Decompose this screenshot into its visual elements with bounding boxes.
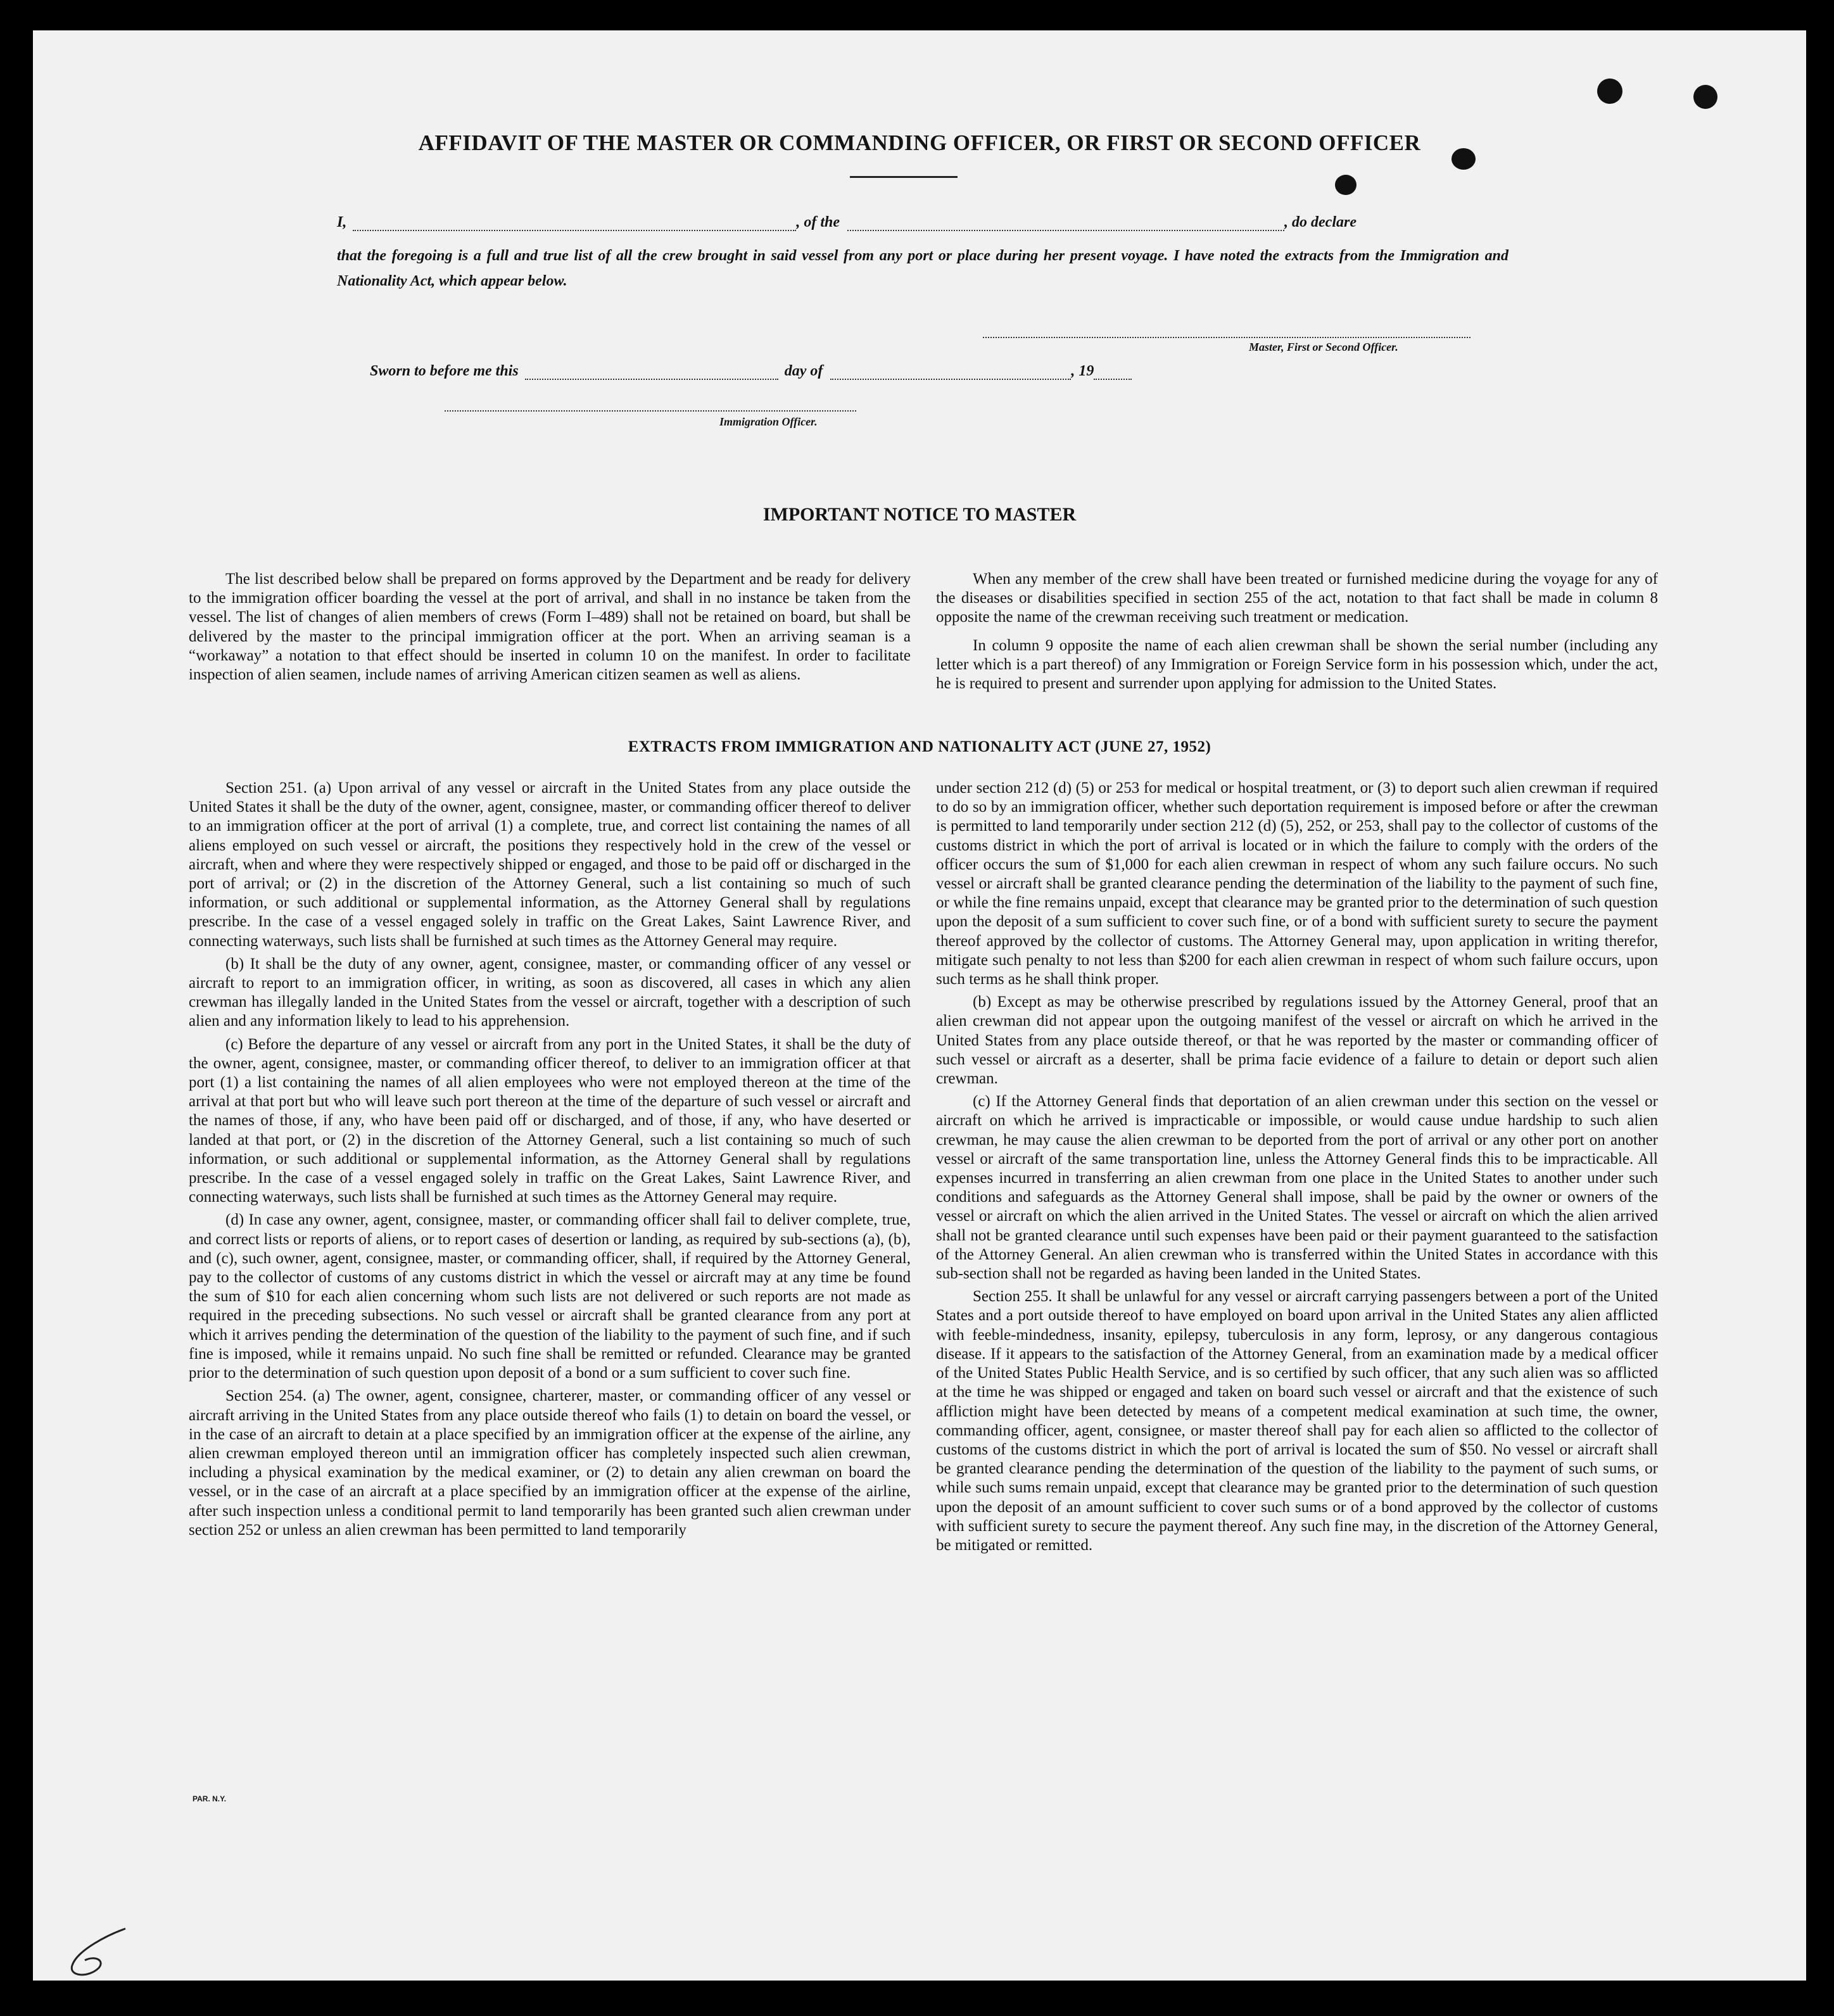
notice-right-column <box>936 570 1658 697</box>
sworn-day-field[interactable] <box>525 366 778 380</box>
section-paragraph: Section 255. It shall be unlawful for any vessel or aircraft carrying passengers between a port of the United States and a port outside thereof to have employed on board upon arrival in the United States any alien afflicted with feeble-mindedness, insanity, epilepsy, tuberculosis in any form, leprosy, or any dangerous contagious disease. If it appears to the satisfaction of the Attorney General, from an examination made by a medical officer of the United States Public Health Service, and is so certified by such officer, that any such alien was so afflicted at the time he was shipped or engaged and taken on board such vessel or aircraft and that the existence of such affliction might have been detected by means of a competent medical examination at such time, the owner, commanding officer, agent, consignee, or master thereof shall pay for each alien so afflicted to the collector of customs of the customs district in which the port of arrival is located the sum of $50. No vessel or aircraft shall be granted clearance pending the determination of the question of the liability to the payment of such sums, or while such sums remain unpaid, except that clearance may be granted prior to the determination of such question upon the deposit of an amount sufficient to cover such sums or of a bond approved by the collector of customs with sufficient surety to secure the payment thereof. Any such fine may, in the discretion of the Attorney General, be mitigated or remitted. <box>936 1288 1658 1554</box>
section-paragraph: (c) Before the departure of any vessel or aircraft from any port in the United States, it shall be the duty of the owner, agent, consignee, master, or commanding officer thereof, to deliver to an immigration officer at that port (1) a list containing the names of all alien employees who were not employed thereon at the time of the arrival at that port but who will leave such port thereon at the time of the departure of such vessel or aircraft and the names of those, if any, who have been paid off or discharged, and of those, if any, who have deserted or landed at that port, or (2) in the discretion of the Attorney General, such a list containing so much of such information, or such additional or supplemental information, as the Attorney General shall by regulations prescribe. In the case of a vessel engaged solely in traffic on the Great Lakes, Saint Lawrence River, and connecting waterways, such lists shall be furnished at such times as the Attorney General may require. <box>189 1035 911 1206</box>
punch-hole-right <box>1693 85 1717 109</box>
punch-hole-left <box>1597 79 1622 104</box>
sworn-year-field[interactable] <box>1094 366 1132 380</box>
title-underline <box>850 176 958 178</box>
year-label: , 19 <box>1071 363 1094 379</box>
extracts-left-column <box>189 779 911 1544</box>
day-of-label: day of <box>784 363 823 379</box>
i-label: I, <box>337 214 347 230</box>
section-paragraph: (b) Except as may be otherwise prescribed by regulations issued by the Attorney General, proof that an alien crewman did not appear upon the outgoing manifest of the vessel or aircraft on which he arrived in the United States from any place outside thereof, or that he was reported by the master or commanding officer of such vessel or aircraft as a deserter, shall be prima facie evidence of a failure to detain or deport such alien crewman. <box>936 993 1658 1088</box>
of-the-label: , of the <box>796 214 840 230</box>
extracts-right-column <box>936 779 1658 1559</box>
name-field[interactable] <box>353 217 796 231</box>
notice-title: IMPORTANT NOTICE TO MASTER <box>762 504 1077 525</box>
vessel-field[interactable] <box>847 217 1284 231</box>
section-paragraph: Section 251. (a) Upon arrival of any vessel or aircraft in the United States from any place outside the United States it shall be the duty of the owner, agent, consignee, master, or commanding officer thereof to deliver to an immigration officer at the port of arrival (1) a complete, true, and correct list containing the names of all aliens employed on such vessel or aircraft, the positions they respectively hold in the crew of the vessel or aircraft, when and where they were respectively shipped or engaged, and those to be paid off or discharged in the port of arrival; or (2) in the discretion of the Attorney General, such a list containing so much of such information, or such additional or supplemental information, as the Attorney General shall by regulations prescribe. In the case of a vessel engaged solely in traffic on the Great Lakes, Saint Lawrence River, and connecting waterways, such lists shall be furnished at such times as the Attorney General may require. <box>189 779 911 950</box>
extracts-title: EXTRACTS FROM IMMIGRATION AND NATIONALITY ACT (JUNE 27, 1952) <box>628 738 1211 755</box>
section-paragraph: under section 212 (d) (5) or 253 for medical or hospital treatment, or (3) to deport such alien crewman if required to do so by an immigration officer, whether such deportation requirement is imposed before or after the crewman is permitted to land temporarily under section 212 (d) (5), 252, or 253, shall pay to the collector of customs of the customs district in which the port of arrival is located or in which the failure to comply with the orders of the officer occurs the sum of $1,000 for each alien crewman in respect of whom any such failure occurs. No such vessel or aircraft shall be granted clearance pending the determination of the liability to the payment of such fine, or while the fine remains unpaid, except that clearance may be granted prior to the determination of such question upon the deposit of a sum sufficient to cover such fine, or of a bond with sufficient surety to secure the payment thereof approved by the collector of customs. The Attorney General may, upon application in writing therefor, mitigate such penalty to not less than $200 for each alien crewman in respect of whom such failure occurs, upon such terms as he shall think proper. <box>936 779 1658 988</box>
ink-blot-small <box>1335 175 1357 195</box>
officer-signature-line[interactable] <box>445 410 856 412</box>
master-signature-line[interactable] <box>983 337 1470 338</box>
notice-left-column <box>189 570 911 688</box>
notice-paragraph: When any member of the crew shall have been treated or furnished medicine during the voyage for any of the diseases or disabilities specified in section 255 of the act, notation to that fact shall be made in column 8 opposite the name of the crewman receiving such treatment or medication. <box>936 570 1658 626</box>
notice-paragraph: In column 9 opposite the name of each alien crewman shall be shown the serial number (including any letter which is a part thereof) of any Immigration or Foreign Service form in his possession which, under the act, he is required to present and surrender upon applying for admission to the United States. <box>936 636 1658 693</box>
notice-paragraph: The list described below shall be prepared on forms approved by the Department and be ready for delivery to the immigration officer boarding the vessel at the port of arrival, and shall in no instance be taken from the vessel. The list of changes of alien members of crews (Form I–489) shall not be retained on board, but shall be delivered by the master to the principal immigration officer at the port. When an arriving seaman is a “workaway” a notation to that effect should be inserted in column 10 on the manifest. In order to facilitate inspection of alien seamen, include names of arriving American citizen seamen as well as aliens. <box>189 570 911 684</box>
handwritten-page-mark <box>63 1924 133 1981</box>
section-paragraph: (b) It shall be the duty of any owner, agent, consignee, master, or commanding officer of any vessel or aircraft to report to an immigration officer, in writing, as soon as discovered, all cases in which any alien crewman has illegally landed in the United States from the vessel or aircraft, together with a description of such alien and any information likely to lead to his apprehension. <box>189 955 911 1030</box>
document-page <box>33 30 1806 1981</box>
declaration-body: that the foregoing is a full and true list of all the crew brought in said vessel from any port or place during her present voyage. I have noted the extracts from the Immigration and Nationality Act, which appear below. <box>337 248 1508 289</box>
affidavit-title: AFFIDAVIT OF THE MASTER OR COMMANDING OFFICER, OR FIRST OR SECOND OFFICER <box>418 130 1421 155</box>
section-paragraph: (d) In case any owner, agent, consignee, master, or commanding officer shall fail to deliver complete, true, and correct lists or reports of aliens, or to report cases of desertion or landing, as required by sub-sections (a), (b), and (c), such owner, agent, consignee, master, or commanding officer, shall, if required by the Attorney General, pay to the collector of customs of any customs district in which the vessel or aircraft may at any time be found the sum of $10 for each alien concerning whom such lists are not delivered or such reports are not made as required in the preceding subsections. No such vessel or aircraft shall be granted clearance from any port at which it arrives pending the determination of the question of the liability to the payment of such fine, and if such fine is imposed, while it remains unpaid. No such fine shall be remitted or refunded. Clearance may be granted prior to the determination of such question upon deposit of a bond or a sum sufficient to cover such fine. <box>189 1211 911 1382</box>
section-paragraph: Section 254. (a) The owner, agent, consignee, charterer, master, or commanding officer of any vessel or aircraft arriving in the United States from any place outside thereof who fails (1) to detain on board the vessel, or in the case of an aircraft to detain at a place specified by an immigration officer at the expense of the airline, any alien crewman employed thereon until an immigration officer has completely inspected such alien crewman, including a physical examination by the medical examiner, or (2) to detain any alien crewman on board the vessel, or in the case of an aircraft at a place specified by an immigration officer at the expense of the airline, after such inspection unless a conditional permit to land temporarily has been granted such alien crewman under section 252 or unless an alien crewman has been permitted to land temporarily <box>189 1387 911 1539</box>
declaration-line <box>337 214 1508 231</box>
officer-signature-caption: Immigration Officer. <box>719 415 818 428</box>
section-paragraph: (c) If the Attorney General finds that deportation of an alien crewman under this section on the vessel or aircraft on which he arrived is impracticable or impossible, or would cause undue hardship to such alien crewman, he may cause the alien crewman to be deported from the port of arrival or any other port on another vessel or aircraft of the same transportation line, unless the Attorney General finds this to be impracticable. All expenses incurred in transferring an alien crewman from one place in the United States to another under such conditions and safeguards as the Attorney General shall impose, shall be paid by the owner or owners of the vessel or aircraft on which the alien arrived in the United States. The vessel or aircraft on which the alien arrived shall not be granted clearance until such expenses have been paid or their payment guaranteed to the satisfaction of the Attorney General. An alien crewman who is transferred within the United States in accordance with this sub-section shall not be regarded as having been landed in the United States. <box>936 1093 1658 1283</box>
sworn-line <box>370 363 1256 380</box>
sworn-month-field[interactable] <box>830 366 1071 380</box>
sworn-label: Sworn to before me this <box>370 363 519 379</box>
do-declare-label: , do declare <box>1284 214 1357 230</box>
printer-mark: PAR. N.Y. <box>193 1794 227 1803</box>
master-signature-caption: Master, First or Second Officer. <box>1249 341 1398 353</box>
